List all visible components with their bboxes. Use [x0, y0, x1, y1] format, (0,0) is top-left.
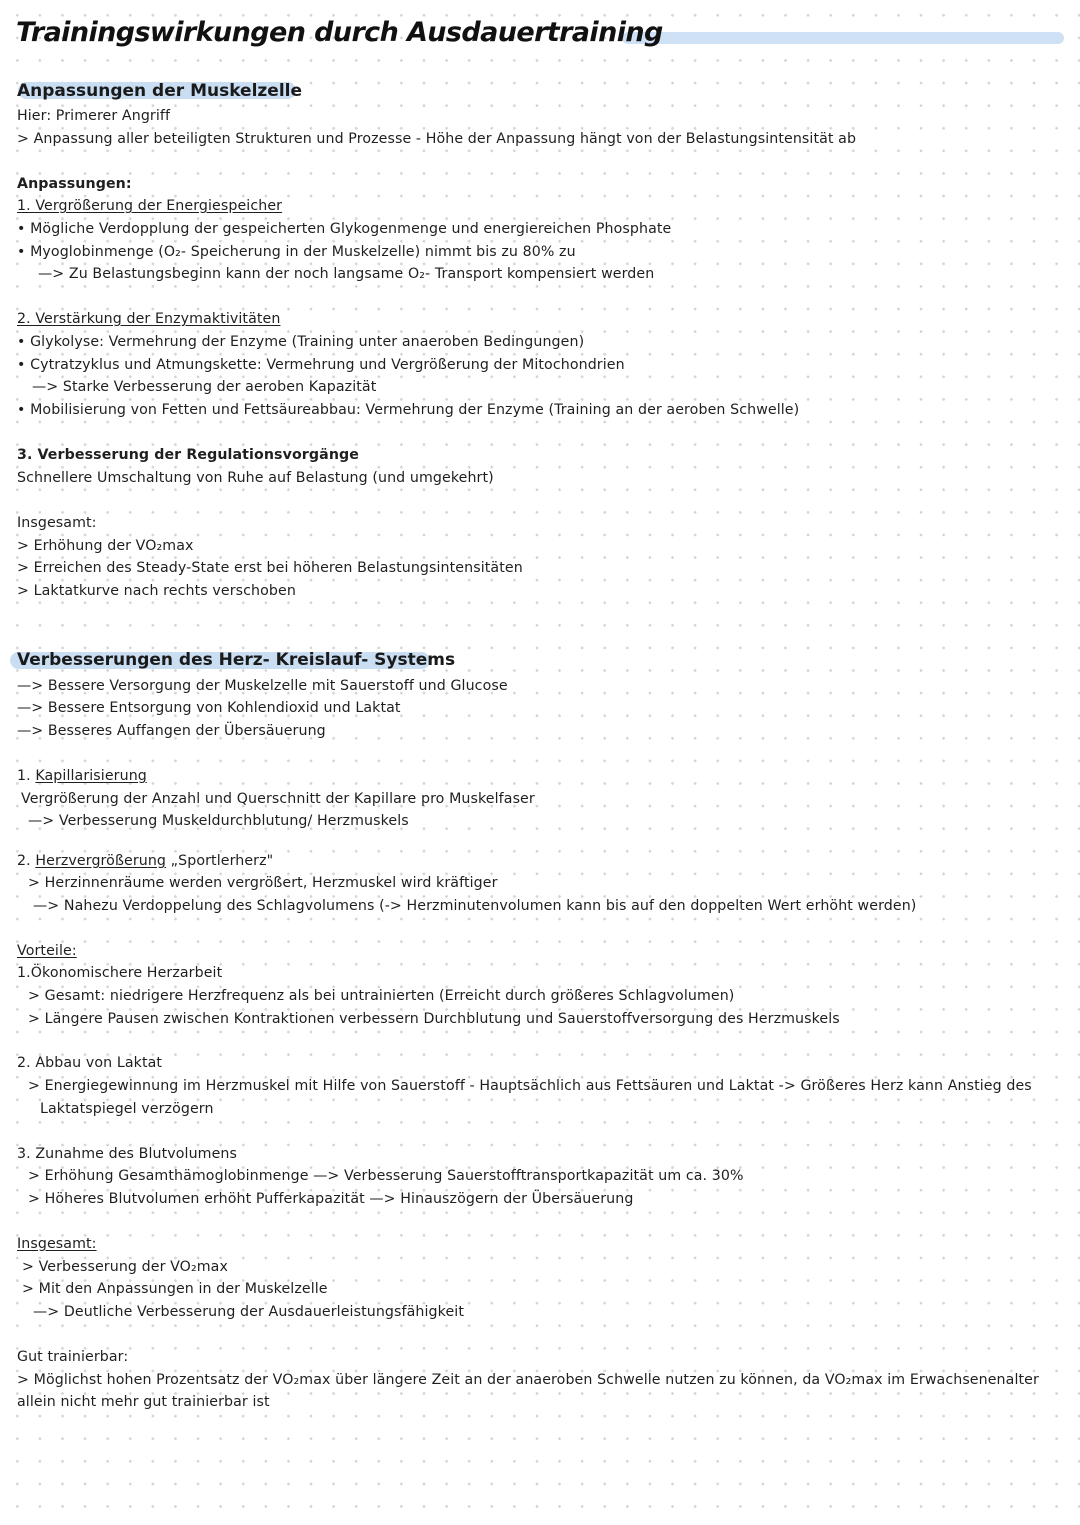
list-item: > Gesamt: niedrigere Herzfrequenz als bei untrainierten (Erreicht durch größeres Schlagvolumen)	[28, 988, 735, 1004]
text-line: Schnellere Umschaltung von Ruhe auf Belastung (und umgekehrt)	[17, 470, 494, 486]
numbered-item: 1.Ökonomischere Herzarbeit	[17, 965, 223, 981]
subheading-anpassungen: Anpassungen:	[17, 176, 132, 192]
text-line: Hier: Primerer Angriff	[17, 108, 171, 124]
list-item: > Erhöhung der VO₂max	[17, 538, 194, 554]
arrow-item: —> Bessere Versorgung der Muskelzelle mit Sauerstoff und Glucose	[17, 678, 508, 694]
bullet-item: • Mögliche Verdopplung der gespeicherten Glykogenmenge und energiereichen Phosphate	[17, 221, 672, 237]
bullet-item: • Glykolyse: Vermehrung der Enzyme (Training unter anaeroben Bedingungen)	[17, 334, 585, 350]
list-item: > Höheres Blutvolumen erhöht Pufferkapazität —> Hinauszögern der Übersäuerung	[28, 1191, 634, 1207]
bullet-item: • Mobilisierung von Fetten und Fettsäureabbau: Vermehrung der Enzyme (Training an der aeroben Schwelle)	[17, 402, 800, 418]
arrow-item: —> Deutliche Verbesserung der Ausdauerleistungsfähigkeit	[33, 1304, 464, 1320]
subheading-energiespeicher: 1. Vergrößerung der Energiespeicher	[17, 198, 283, 214]
list-item: > Möglichst hohen Prozentsatz der VO₂max über längere Zeit an der anaeroben Schwelle nutzen zu können, da VO₂max im Erwachsenenalter	[17, 1372, 1039, 1388]
numbered-item: 2. Abbau von Laktat	[17, 1055, 163, 1071]
page-title: Trainingswirkungen durch Ausdauertraining	[16, 17, 663, 48]
subheading-insgesamt: Insgesamt:	[17, 1236, 97, 1252]
list-item: > Energiegewinnung im Herzmuskel mit Hilfe von Sauerstoff - Hauptsächlich aus Fettsäuren und Laktat -> Größeres Herz kann Anstieg des	[28, 1078, 1032, 1094]
arrow-item: —> Verbesserung Muskeldurchblutung/ Herzmuskels	[28, 813, 409, 829]
numbered-item: 3. Zunahme des Blutvolumens	[17, 1146, 238, 1162]
bullet-item: • Myoglobinmenge (O₂- Speicherung in der Muskelzelle) nimmt bis zu 80% zu	[17, 244, 576, 260]
section-heading-herz-kreislauf: Verbesserungen des Herz- Kreislauf- Systems	[17, 650, 456, 670]
arrow-item: —> Zu Belastungsbeginn kann der noch langsame O₂- Transport kompensiert werden	[38, 266, 655, 282]
list-item-continued: Laktatspiegel verzögern	[40, 1101, 214, 1117]
arrow-item: —> Nahezu Verdoppelung des Schlagvolumens (-> Herzminutenvolumen kann bis auf den doppelten Wert erhöht werden)	[33, 898, 917, 914]
list-item: > Längere Pausen zwischen Kontraktionen verbessern Durchblutung und Sauerstoffversorgung des Herzmuskels	[28, 1011, 840, 1027]
subheading-gut-trainierbar: Gut trainierbar:	[17, 1349, 129, 1365]
text-line: Vergrößerung der Anzahl und Querschnitt der Kapillare pro Muskelfaser	[21, 791, 535, 807]
subheading-enzymaktivitaeten: 2. Verstärkung der Enzymaktivitäten	[17, 311, 281, 327]
list-item: > Verbesserung der VO₂max	[22, 1259, 228, 1275]
list-item: > Erreichen des Steady-State erst bei höheren Belastungsintensitäten	[17, 560, 523, 576]
subheading-herzvergroesserung	[17, 851, 273, 871]
section-heading-muskelzelle: Anpassungen der Muskelzelle	[17, 81, 303, 101]
subheading-text: Herzvergrößerung	[35, 853, 167, 869]
subheading-insgesamt: Insgesamt:	[17, 515, 97, 531]
subheading-suffix: „Sportlerherz"	[166, 853, 274, 869]
subheading-vorteile: Vorteile:	[17, 943, 77, 959]
list-item: > Erhöhung Gesamthämoglobinmenge —> Verbesserung Sauerstofftransportkapazität um ca. 30%	[28, 1168, 744, 1184]
list-item: > Mit den Anpassungen in der Muskelzelle	[22, 1281, 328, 1297]
arrow-item: —> Besseres Auffangen der Übersäuerung	[17, 723, 326, 739]
list-number: 2.	[17, 853, 36, 869]
subheading-kapillarisierung	[17, 766, 147, 786]
arrow-item: —> Bessere Entsorgung von Kohlendioxid und Laktat	[17, 700, 401, 716]
arrow-item: —> Starke Verbesserung der aeroben Kapazität	[32, 379, 377, 395]
list-item: > Herzinnenräume werden vergrößert, Herzmuskel wird kräftiger	[28, 875, 498, 891]
list-number: 1.	[17, 768, 36, 784]
bullet-item: • Cytratzyklus und Atmungskette: Vermehrung und Vergrößerung der Mitochondrien	[17, 357, 625, 373]
text-line: > Anpassung aller beteiligten Strukturen und Prozesse - Höhe der Anpassung hängt von der Belastungsintensität ab	[17, 131, 857, 147]
subheading-text: Kapillarisierung	[35, 768, 147, 784]
list-item-continued: allein nicht mehr gut trainierbar ist	[17, 1394, 270, 1410]
list-item: > Laktatkurve nach rechts verschoben	[17, 583, 296, 599]
title-highlight-stroke	[622, 32, 1064, 44]
subheading-regulationsvorgaenge: 3. Verbesserung der Regulationsvorgänge	[17, 447, 359, 463]
